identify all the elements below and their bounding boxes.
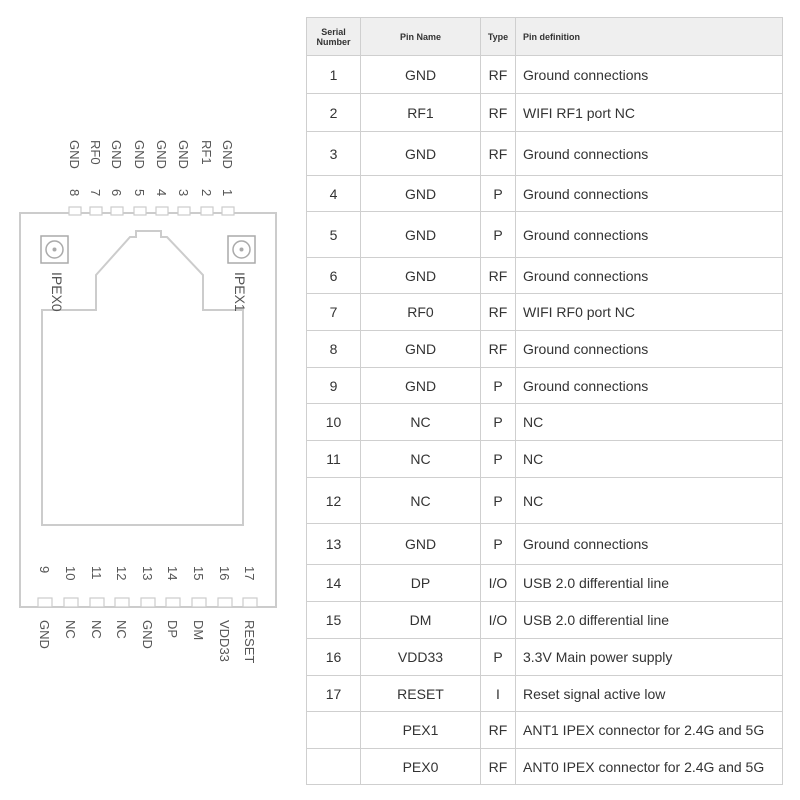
top-pin-name-3: GND <box>176 140 191 169</box>
cell-serial <box>307 712 361 749</box>
header-pin-definition: Pin definition <box>516 18 783 56</box>
top-pin-pad-6 <box>111 207 123 215</box>
bottom-pin-name-14: DP <box>165 620 180 639</box>
bottom-pin-number-16: 16 <box>217 566 232 581</box>
cell-pin-name: GND <box>361 368 481 404</box>
bottom-pin-number-9: 9 <box>37 566 52 574</box>
cell-type: P <box>481 524 516 565</box>
bottom-pin-row <box>37 566 257 663</box>
cell-serial: 3 <box>307 132 361 176</box>
top-pin-number-4: 4 <box>154 189 169 197</box>
cell-pin-definition: Ground connections <box>516 331 783 368</box>
top-pin-number-3: 3 <box>176 189 191 197</box>
cell-pin-name: NC <box>361 404 481 441</box>
cell-serial: 5 <box>307 212 361 258</box>
top-pin-pad-3 <box>178 207 190 215</box>
table-row <box>307 478 783 524</box>
cell-pin-name: GND <box>361 56 481 94</box>
bottom-pin-pad-17 <box>243 598 257 607</box>
cell-pin-definition: Ground connections <box>516 524 783 565</box>
table-row <box>307 639 783 676</box>
cell-type: I/O <box>481 602 516 639</box>
cell-serial: 15 <box>307 602 361 639</box>
cell-serial: 14 <box>307 565 361 602</box>
cell-pin-name: NC <box>361 441 481 478</box>
bottom-pin-pad-13 <box>141 598 155 607</box>
cell-type: RF <box>481 56 516 94</box>
top-pin-name-4: GND <box>154 140 169 169</box>
bottom-pin-name-15: DM <box>191 620 206 641</box>
header-pin-name: Pin Name <box>361 18 481 56</box>
cell-pin-definition: USB 2.0 differential line <box>516 565 783 602</box>
bottom-pin-name-13: GND <box>140 620 155 649</box>
bottom-pin-pad-9 <box>38 598 52 607</box>
cell-pin-name: RESET <box>361 676 481 712</box>
cell-pin-definition: WIFI RF1 port NC <box>516 94 783 132</box>
table-row <box>307 212 783 258</box>
cell-type: P <box>481 639 516 676</box>
cell-pin-definition: ANT0 IPEX connector for 2.4G and 5G <box>516 749 783 785</box>
cell-type: P <box>481 478 516 524</box>
cell-pin-name: NC <box>361 478 481 524</box>
top-pin-name-6: GND <box>109 140 124 169</box>
bottom-pin-name-17: RESET <box>242 620 257 664</box>
cell-serial: 16 <box>307 639 361 676</box>
top-pin-name-5: GND <box>132 140 147 169</box>
table-row <box>307 331 783 368</box>
cell-pin-definition: NC <box>516 404 783 441</box>
table-header-row <box>307 18 783 56</box>
cell-type: RF <box>481 94 516 132</box>
cell-type: P <box>481 404 516 441</box>
cell-pin-definition: NC <box>516 441 783 478</box>
table-row <box>307 176 783 212</box>
cell-type: RF <box>481 258 516 294</box>
bottom-pin-name-9: GND <box>37 620 52 649</box>
cell-pin-name: RF1 <box>361 94 481 132</box>
cell-type: I <box>481 676 516 712</box>
bottom-pin-number-10: 10 <box>63 566 78 581</box>
cell-pin-name: PEX1 <box>361 712 481 749</box>
table-row <box>307 602 783 639</box>
top-pin-number-5: 5 <box>132 189 147 197</box>
cell-pin-name: PEX0 <box>361 749 481 785</box>
ipex1-label: IPEX1 <box>232 272 248 312</box>
cell-serial: 11 <box>307 441 361 478</box>
cell-pin-name: VDD33 <box>361 639 481 676</box>
bottom-pin-pad-10 <box>64 598 78 607</box>
table-row <box>307 94 783 132</box>
cell-pin-definition: Ground connections <box>516 212 783 258</box>
cell-type: RF <box>481 712 516 749</box>
cell-pin-name: DM <box>361 602 481 639</box>
cell-pin-definition: Ground connections <box>516 56 783 94</box>
cell-serial: 8 <box>307 331 361 368</box>
bottom-pin-name-12: NC <box>114 620 129 639</box>
ipex1-connector <box>228 236 255 263</box>
table-row <box>307 368 783 404</box>
top-pin-number-7: 7 <box>88 189 103 197</box>
top-pin-number-8: 8 <box>67 189 82 197</box>
cell-pin-definition: Reset signal active low <box>516 676 783 712</box>
bottom-pin-number-17: 17 <box>242 566 257 581</box>
cell-pin-definition: NC <box>516 478 783 524</box>
bottom-pin-pad-16 <box>218 598 232 607</box>
cell-pin-definition: 3.3V Main power supply <box>516 639 783 676</box>
top-pin-pad-4 <box>156 207 168 215</box>
cell-type: RF <box>481 331 516 368</box>
top-pin-pad-1 <box>222 207 234 215</box>
cell-pin-definition: Ground connections <box>516 258 783 294</box>
shield-outline <box>42 231 243 525</box>
ipex0-connector <box>41 236 68 263</box>
cell-serial: 9 <box>307 368 361 404</box>
table-row <box>307 676 783 712</box>
cell-pin-name: GND <box>361 212 481 258</box>
top-pin-row <box>67 140 235 215</box>
cell-pin-definition: Ground connections <box>516 176 783 212</box>
cell-pin-name: GND <box>361 258 481 294</box>
top-pin-name-7: RF0 <box>88 140 103 165</box>
table-row <box>307 441 783 478</box>
bottom-pin-number-15: 15 <box>191 566 206 581</box>
top-pin-name-2: RF1 <box>199 140 214 165</box>
cell-pin-name: DP <box>361 565 481 602</box>
cell-type: P <box>481 176 516 212</box>
cell-pin-definition: USB 2.0 differential line <box>516 602 783 639</box>
bottom-pin-name-11: NC <box>89 620 104 639</box>
cell-type: RF <box>481 294 516 331</box>
cell-pin-definition: ANT1 IPEX connector for 2.4G and 5G <box>516 712 783 749</box>
top-pin-pad-5 <box>134 207 146 215</box>
table-row <box>307 132 783 176</box>
ipex0-label: IPEX0 <box>49 272 65 312</box>
cell-serial: 2 <box>307 94 361 132</box>
cell-serial: 17 <box>307 676 361 712</box>
top-pin-number-6: 6 <box>109 189 124 197</box>
table-row <box>307 404 783 441</box>
bottom-pin-pad-11 <box>90 598 104 607</box>
cell-type: I/O <box>481 565 516 602</box>
bottom-pin-number-12: 12 <box>114 566 129 581</box>
cell-type: P <box>481 212 516 258</box>
cell-type: P <box>481 441 516 478</box>
cell-type: RF <box>481 749 516 785</box>
table-row <box>307 565 783 602</box>
top-pin-number-1: 1 <box>220 189 235 197</box>
bottom-pin-number-14: 14 <box>165 566 180 581</box>
cell-pin-name: GND <box>361 176 481 212</box>
header-serial: Serial Number <box>307 18 361 56</box>
header-type: Type <box>481 18 516 56</box>
top-pin-name-8: GND <box>67 140 82 169</box>
table-row <box>307 56 783 94</box>
cell-pin-name: GND <box>361 132 481 176</box>
cell-type: P <box>481 368 516 404</box>
table-row <box>307 294 783 331</box>
cell-serial: 4 <box>307 176 361 212</box>
bottom-pin-name-16: VDD33 <box>217 620 232 662</box>
pin-definition-table <box>306 17 783 785</box>
cell-pin-name: RF0 <box>361 294 481 331</box>
table-row <box>307 712 783 749</box>
bottom-pin-number-11: 11 <box>89 566 104 580</box>
cell-serial <box>307 749 361 785</box>
table-row <box>307 258 783 294</box>
cell-serial: 10 <box>307 404 361 441</box>
top-pin-name-1: GND <box>220 140 235 169</box>
cell-pin-name: GND <box>361 524 481 565</box>
cell-pin-definition: Ground connections <box>516 368 783 404</box>
top-pin-number-2: 2 <box>199 189 214 197</box>
cell-serial: 6 <box>307 258 361 294</box>
cell-serial: 1 <box>307 56 361 94</box>
top-pin-pad-2 <box>201 207 213 215</box>
cell-serial: 7 <box>307 294 361 331</box>
bottom-pin-pad-15 <box>192 598 206 607</box>
table-row <box>307 524 783 565</box>
bottom-pin-pad-14 <box>166 598 180 607</box>
cell-serial: 12 <box>307 478 361 524</box>
bottom-pin-number-13: 13 <box>140 566 155 581</box>
table-row <box>307 749 783 785</box>
bottom-pin-pad-12 <box>115 598 129 607</box>
module-diagram <box>0 0 300 800</box>
cell-type: RF <box>481 132 516 176</box>
cell-pin-name: GND <box>361 331 481 368</box>
top-pin-pad-7 <box>90 207 102 215</box>
cell-pin-definition: WIFI RF0 port NC <box>516 294 783 331</box>
cell-serial: 13 <box>307 524 361 565</box>
bottom-pin-name-10: NC <box>63 620 78 639</box>
cell-pin-definition: Ground connections <box>516 132 783 176</box>
top-pin-pad-8 <box>69 207 81 215</box>
